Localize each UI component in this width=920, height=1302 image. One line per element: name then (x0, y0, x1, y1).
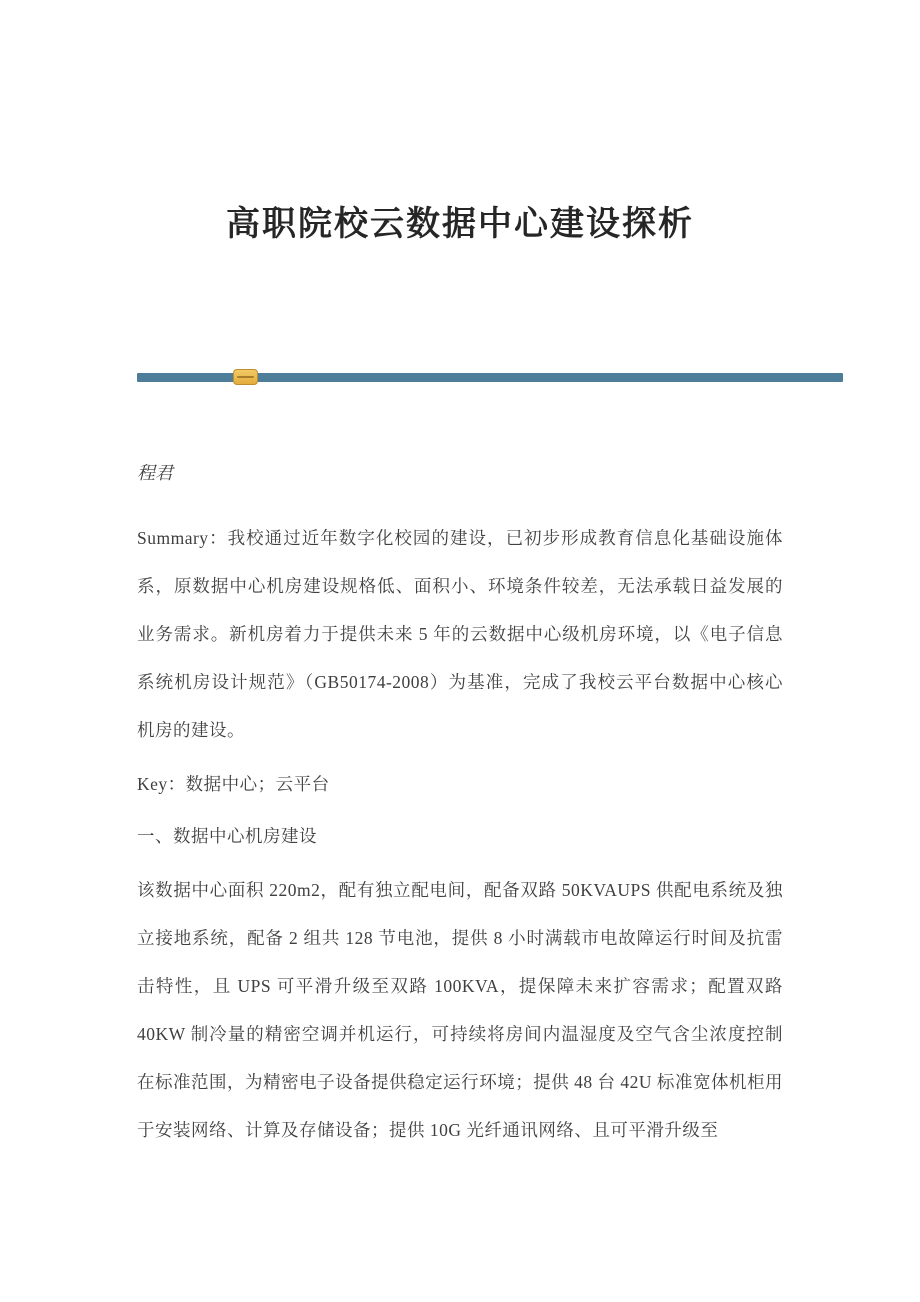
section-body-paragraph: 该数据中心面积 220m2，配有独立配电间，配备双路 50KVAUPS 供配电系统及独立接地系统，配备 2 组共 128 节电池，提供 8 小时满载市电故障运行时间及抗雷击特性，且 UPS 可平滑升级至双路 100KVA，提保障未来扩容需求；配置双路 40KW 制冷量的精密空调并机运行，可持续将房间内温湿度及空气含尘浓度控制在标准范围，为精密电子设备提供稳定运行环境；提供 48 台 42U 标准宽体机柜用于安装网络、计算及存储设备；提供 10G 光纤通讯网络、且可平滑升级至 (137, 880, 783, 1140)
section-heading: 一、数据中心机房建设 (137, 826, 317, 846)
page-title: 高职院校云数据中心建设探析 (226, 206, 694, 243)
gold-badge-icon (233, 369, 258, 385)
summary-paragraph: Summary：我校通过近年数字化校园的建设，已初步形成教育信息化基础设施体系，原数据中心机房建设规格低、面积小、环境条件较差，无法承载日益发展的业务需求。新机房着力于提供未来 5 年的云数据中心级机房环境，以《电子信息系统机房设计规范》（GB50174-2008）为基准，完成了我校云平台数据中心核心机房的建设。 (137, 528, 783, 740)
title-divider (137, 373, 843, 382)
keywords-line: Key：数据中心；云平台 (137, 774, 330, 794)
author-name: 程君 (137, 463, 173, 483)
